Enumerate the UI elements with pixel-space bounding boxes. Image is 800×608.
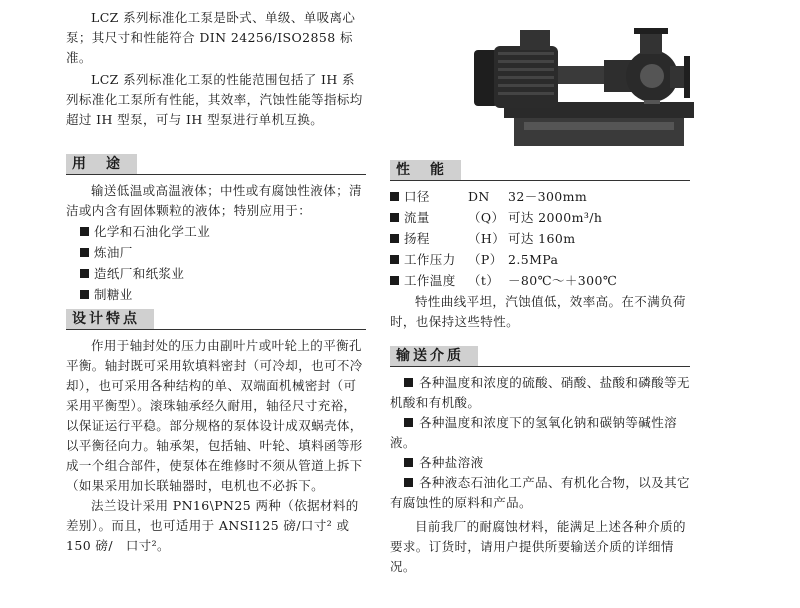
performance-heading: 性 能 xyxy=(390,160,690,181)
media-item: 各种温度和浓度的硫酸、硝酸、盐酸和磷酸等无机酸和有机酸。 xyxy=(390,375,690,410)
intro-paragraph-1: LCZ 系列标准化工泵是卧式、单级、单吸离心泵；其尺寸和性能符合 DIN 24256/ISO2858 标准。 xyxy=(66,10,356,65)
media-heading: 输送介质 xyxy=(390,346,690,367)
spec-row: 工作温度 （t） －80℃～＋300℃ xyxy=(390,271,690,291)
list-item: 化学和石油化学工业 xyxy=(80,222,366,242)
media-item: 各种盐溶液 xyxy=(390,453,690,473)
list-item: 制糖业 xyxy=(80,285,366,305)
spec-row: 流量 （Q） 可达 2000m³/h xyxy=(390,208,690,228)
spec-list xyxy=(390,187,690,291)
bullet-square-icon xyxy=(404,458,413,467)
bullet-square-icon xyxy=(80,269,89,278)
spec-row: 扬程 （H） 可达 160m xyxy=(390,229,690,249)
design-paragraph-2: 法兰设计采用 PN16\PN25 两种（依据材料的差别）。而且，也可适用于 ANSI125 磅/口寸² 或 150 磅/ 口寸²。 xyxy=(66,498,359,553)
uses-heading: 用 途 xyxy=(66,154,366,175)
list-item: 炼油厂 xyxy=(80,243,366,263)
bullet-square-icon xyxy=(404,478,413,487)
media-item: 各种温度和浓度下的氢氧化钠和碳钠等碱性溶液。 xyxy=(390,415,678,450)
intro-paragraph-2: LCZ 系列标准化工泵的性能范围包括了 IH 系列标准化工泵所有性能，其效率，汽蚀性能等指标均超过 IH 型泵，可与 IH 型泵进行单机互换。 xyxy=(66,72,363,127)
bullet-square-icon xyxy=(390,192,399,201)
pump-illustration xyxy=(464,10,704,150)
bullet-square-icon xyxy=(390,255,399,264)
bullet-square-icon xyxy=(390,234,399,243)
uses-list xyxy=(66,222,366,305)
bullet-square-icon xyxy=(404,418,413,427)
bullet-square-icon xyxy=(80,290,89,299)
design-heading: 设计特点 xyxy=(66,309,366,330)
uses-text: 输送低温或高温液体；中性或有腐蚀性液体；清洁或内含有固体颗粒的液体；特别应用于： xyxy=(66,183,362,218)
spec-row: 工作压力 （P） 2.5MPa xyxy=(390,250,690,270)
performance-note: 特性曲线平坦，汽蚀值低，效率高。在不满负荷时，也保持这些特性。 xyxy=(390,294,686,329)
design-paragraph-1: 作用于轴封处的压力由副叶片或叶轮上的平衡孔平衡。轴封既可采用软填料密封（可冷却，也可不冷却），也可采用各种结构的单、双端面机械密封（可采用平衡型）。滚珠轴承经久耐用，轴径尺寸充裕，以保证运行平稳。部分规格的泵体设计成双蜗壳体，以平衡径向力。轴承架，包括轴、叶轮、填料函等形成一个组合部件，使泵体在维修时不须从管道上拆下（如果采用加长联轴器时，电机也不必拆下。 xyxy=(66,338,363,493)
bullet-square-icon xyxy=(80,227,89,236)
media-closing: 目前我厂的耐腐蚀材料，能满足上述各种介质的要求。订货时，请用户提供所要输送介质的详细情况。 xyxy=(390,519,686,574)
bullet-square-icon xyxy=(390,276,399,285)
bullet-square-icon xyxy=(404,378,413,387)
media-item: 各种液态石油化工产品、有机化合物，以及其它有腐蚀性的原料和产品。 xyxy=(390,475,690,510)
spec-row: 口径 DN 32－300mm xyxy=(390,187,690,207)
bullet-square-icon xyxy=(80,248,89,257)
list-item: 造纸厂和纸浆业 xyxy=(80,264,366,284)
bullet-square-icon xyxy=(390,213,399,222)
